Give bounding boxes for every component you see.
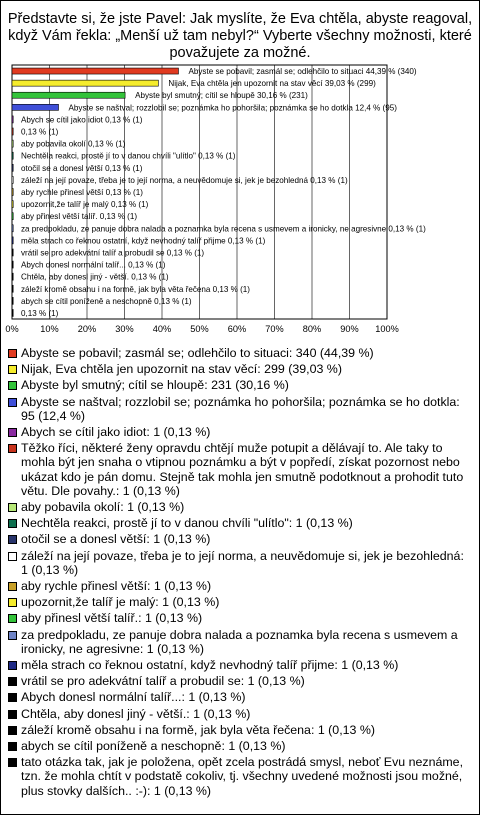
bar xyxy=(12,249,13,256)
bar-label: měla strach co řeknou ostatní, když nevhodný talíř přijme 0,13 % (1) xyxy=(21,236,266,246)
legend-swatch xyxy=(8,535,17,544)
legend-item xyxy=(8,595,474,609)
legend-swatch xyxy=(8,428,17,437)
legend-item xyxy=(8,628,474,656)
bar-label: za predpokladu, ze panuje dobra nalada a poznamka byla recena s usmevem a ironicky, ne agresivne 0,13 % (1) xyxy=(21,224,426,234)
bar xyxy=(12,189,13,196)
bar-label: Abyste se naštval; rozzlobil se; poznámka ho pohoršila; poznámka se ho dotkla 12,4 % (95) xyxy=(68,103,397,113)
legend-swatch xyxy=(8,365,17,374)
legend-swatch xyxy=(8,349,17,358)
legend-item xyxy=(8,532,474,546)
legend-label: aby pobavila okolí: 1 (0,13 %) xyxy=(21,500,185,515)
bar-label: vrátil se pro adekvátní talíř a probudil se 0,13 % (1) xyxy=(21,248,205,258)
x-tick-label: 80% xyxy=(302,324,322,334)
legend-swatch xyxy=(8,661,17,670)
bar xyxy=(12,80,158,86)
legend-label: abych se cítil poníženě a neschopně: 1 (0,13 %) xyxy=(21,739,286,754)
bar-label: záleží na její povaze, třeba je to její norma, a neuvědomuje si, jek je bezohledná 0,13 % (1) xyxy=(21,175,348,185)
legend-item xyxy=(8,611,474,625)
bar-label: upozornit,že talíř je malý 0,13 % (1) xyxy=(21,200,149,210)
bar-label: 0,13 % (1) xyxy=(21,308,59,318)
legend-item xyxy=(8,441,474,498)
x-tick-label: 20% xyxy=(77,324,97,334)
bar-label: abych se cítil poníženě a neschopně 0,13 % (1) xyxy=(21,296,192,306)
bar-label: Chtěla, aby donesl jiný - větší. 0,13 % (1) xyxy=(21,272,169,282)
legend-swatch xyxy=(8,503,17,512)
legend-label: záleží na její povaze, třeba je to její norma, a neuvědomuje si, jek je bezohledná: 1 (0,13 %) xyxy=(21,548,464,577)
legend-label: Abych donesl normální talíř...: 1 (0,13 %) xyxy=(21,690,246,705)
legend-item xyxy=(8,707,474,721)
chart-title: Představte si, že jste Pavel: Jak myslíte, že Eva chtěla, abyste reagoval, když Vám řekla: „Menší už tam nebyl?“ Vyberte všechny možnosti, které považujete za možné. xyxy=(7,11,473,61)
legend-label: za predpokladu, ze panuje dobra nalada a poznamka byla recena s usmevem a ironicky, ne agresivne: 1 (0,13 %) xyxy=(21,627,458,656)
bar xyxy=(12,309,13,316)
chart-legend xyxy=(8,346,474,800)
bar xyxy=(12,176,13,183)
legend-label: vrátil se pro adekvátní talíř a probudil se: 1 (0,13 %) xyxy=(21,674,305,689)
bar xyxy=(12,237,13,244)
bar-label: Abych se cítil jako idiot 0,13 % (1) xyxy=(21,115,143,125)
legend-label: Těžko říci, některé ženy opravdu chtějí muže potupit a dělávají to. Ale taky to mohla být jen snaha o vtipnou poznámku a být v popředí, získat pozornost nebo ukázat kdo je pán domu. Stejně tak mohla jen smutně podotknout a prohodit tuto větu. Dle povahy.: 1 (0,13 %) xyxy=(21,441,464,498)
legend-swatch xyxy=(8,758,17,767)
legend-label: Abyste se naštval; rozzlobil se; poznámka ho pohoršila; poznámka se ho dotkla: 95 (12,4 %) xyxy=(21,394,460,423)
legend-swatch xyxy=(8,710,17,719)
bar-label: 0,13 % (1) xyxy=(21,127,59,137)
legend-swatch xyxy=(8,552,17,561)
bar xyxy=(12,68,178,74)
legend-label: Abyste se pobavil; zasmál se; odlehčilo to situaci: 340 (44,39 %) xyxy=(21,346,374,360)
legend-item xyxy=(8,549,474,577)
legend-item xyxy=(8,690,474,704)
legend-swatch xyxy=(8,677,17,686)
legend-swatch xyxy=(8,381,17,390)
legend-label: měla strach co řeknou ostatní, když nevhodný talíř přijme: 1 (0,13 %) xyxy=(21,658,399,673)
legend-item xyxy=(8,378,474,392)
legend-swatch xyxy=(8,519,17,528)
bar-label: Abyste se pobavil; zasmál se; odlehčilo to situaci 44,39 % (340) xyxy=(188,67,417,77)
bar xyxy=(12,116,13,123)
bar xyxy=(12,128,13,135)
legend-label: Abyste byl smutný; cítil se hloupě: 231 (30,16 %) xyxy=(21,378,289,393)
x-tick-label: 10% xyxy=(40,324,59,334)
bar xyxy=(12,225,13,232)
legend-label: otočil se a donesl větší: 1 (0,13 %) xyxy=(21,532,211,547)
bar-label: Nechtěla reakci, prostě jí to v danou chvíli "ulítlo" 0,13 % (1) xyxy=(21,151,236,161)
legend-swatch xyxy=(8,444,17,453)
x-tick-label: 90% xyxy=(340,324,359,334)
x-tick-label: 50% xyxy=(190,324,209,334)
x-tick-label: 0% xyxy=(5,324,19,334)
bar xyxy=(12,92,125,98)
bar xyxy=(12,104,59,110)
x-tick-label: 60% xyxy=(227,324,247,334)
legend-label: Nechtěla reakci, prostě jí to v danou chvíli "ulítlo": 1 (0,13 %) xyxy=(21,516,353,531)
legend-item xyxy=(8,500,474,514)
bar-label: otočil se a donesl větší 0,13 % (1) xyxy=(21,163,143,173)
legend-label: upozornit,že talíř je malý: 1 (0,13 %) xyxy=(21,595,220,610)
legend-label: aby přinesl větší talíř.: 1 (0,13 %) xyxy=(21,611,203,626)
legend-item xyxy=(8,579,474,593)
bar xyxy=(12,285,13,292)
x-tick-label: 70% xyxy=(265,324,284,334)
legend-label: Chtěla, aby donesl jiný - větší.: 1 (0,13 %) xyxy=(21,706,251,721)
bar-label: aby pobavila okolí 0,13 % (1) xyxy=(21,139,126,149)
legend-label: aby rychle přinesl větší: 1 (0,13 %) xyxy=(21,579,212,594)
bar xyxy=(12,261,13,268)
bar-label: záleží kromě obsahu i na formě, jak byla věta řečena 0,13 % (1) xyxy=(21,284,250,294)
legend-item xyxy=(8,674,474,688)
bar-label: aby rychle přinesl větší 0,13 % (1) xyxy=(21,188,143,197)
legend-item xyxy=(8,425,474,439)
bar xyxy=(12,164,13,171)
legend-swatch xyxy=(8,582,17,591)
legend-item xyxy=(8,516,474,530)
bar xyxy=(12,273,13,280)
x-tick-label: 30% xyxy=(115,324,134,334)
bar xyxy=(12,201,13,208)
legend-item xyxy=(8,658,474,672)
legend-swatch xyxy=(8,631,17,640)
bar-chart xyxy=(1,1,479,346)
legend-swatch xyxy=(8,614,17,623)
bar xyxy=(12,140,13,147)
bar-label: Abyste byl smutný; cítil se hloupě 30,16 % (231) xyxy=(135,91,308,101)
x-tick-label: 40% xyxy=(152,324,172,334)
bar-label: Nijak, Eva chtěla jen upozornit na stav věcí 39,03 % (299) xyxy=(168,79,376,89)
legend-swatch xyxy=(8,398,17,407)
legend-item xyxy=(8,755,474,798)
x-tick-label: 100% xyxy=(375,324,399,334)
legend-swatch xyxy=(8,693,17,702)
bar xyxy=(12,213,13,220)
legend-item xyxy=(8,723,474,737)
legend-item xyxy=(8,395,474,423)
legend-label: Abych se cítil jako idiot: 1 (0,13 %) xyxy=(21,425,211,440)
bar-label: Abych donesl normální talíř... 0,13 % (1) xyxy=(21,260,166,270)
legend-item xyxy=(8,362,474,376)
bar xyxy=(12,152,13,159)
legend-label: tato otázka tak, jak je položena, opět zcela postrádá smysl, neboť Evu neznáme, tzn. že mohla chtít v podstatě cokoliv, tj. všechny uvedené možnosti jsou možné, plus stovky dalších.. :-): 1 (0,13 %) xyxy=(21,755,464,798)
legend-swatch xyxy=(8,598,17,607)
legend-item xyxy=(8,739,474,753)
bar-label: aby přinesl větší talíř. 0,13 % (1) xyxy=(21,212,138,222)
legend-label: záleží kromě obsahu i na formě, jak byla věta řečena: 1 (0,13 %) xyxy=(21,722,375,737)
legend-swatch xyxy=(8,742,17,751)
bar xyxy=(12,297,13,304)
legend-item xyxy=(8,346,474,360)
legend-label: Nijak, Eva chtěla jen upozornit na stav věcí: 299 (39,03 %) xyxy=(21,362,342,377)
legend-swatch xyxy=(8,726,17,735)
